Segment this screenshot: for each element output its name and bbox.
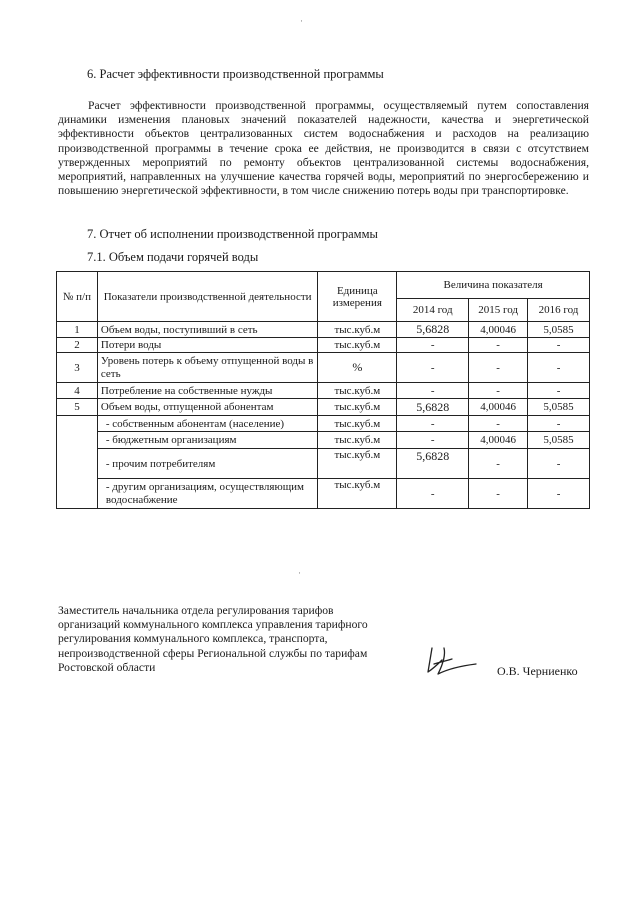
header-year-2016: 2016 год <box>528 299 590 322</box>
row-value-2016: - <box>528 338 590 353</box>
row-value-2016: - <box>528 449 590 479</box>
row-value-2016: - <box>528 353 590 383</box>
position-line: регулирования коммунального комплекса, транспорта, <box>58 632 328 646</box>
row-value-2014: - <box>397 432 469 449</box>
row-num: 4 <box>57 383 98 399</box>
row-num: 2 <box>57 338 98 353</box>
handwritten-signature <box>424 642 480 682</box>
row-unit: тыс.куб.м <box>318 399 397 416</box>
scan-speck: · <box>298 568 301 578</box>
position-line: организаций коммунального комплекса управления тарифного <box>58 618 368 632</box>
table-row <box>57 449 590 479</box>
row-unit: тыс.куб.м <box>318 479 397 509</box>
row-value-2014: - <box>397 416 469 432</box>
table-row <box>57 338 590 353</box>
row-value-2015: 4,00046 <box>469 432 528 449</box>
row-value-2015: - <box>469 383 528 399</box>
table-row <box>57 322 590 338</box>
row-unit: тыс.куб.м <box>318 432 397 449</box>
row-value-2015: - <box>469 338 528 353</box>
signature-position <box>58 604 398 675</box>
row-value-2015: - <box>469 449 528 479</box>
row-num: 3 <box>57 353 98 383</box>
row-unit: % <box>318 353 397 383</box>
row-name: Объем воды, отпущенной абонентам <box>97 399 317 416</box>
row-name: Потери воды <box>97 338 317 353</box>
row-value-2014: - <box>397 479 469 509</box>
row-value-2014: 5,6828 <box>397 322 469 338</box>
section-6-title: 6. Расчет эффективности производственной программы <box>87 67 384 81</box>
row-num: 5 <box>57 399 98 416</box>
row-value-2016: 5,0585 <box>528 432 590 449</box>
row-value-2016: - <box>528 416 590 432</box>
row-unit: тыс.куб.м <box>318 322 397 338</box>
row-value-2014: - <box>397 338 469 353</box>
row-value-2015: - <box>469 479 528 509</box>
row-unit: тыс.куб.м <box>318 416 397 432</box>
header-unit: Единица измерения <box>318 272 397 322</box>
scan-speck: · <box>300 16 303 26</box>
row-value-2014: - <box>397 383 469 399</box>
row-name: Уровень потерь к объему отпущенной воды в сеть <box>97 353 317 383</box>
section-7-1-subtitle: 7.1. Объем подачи горячей воды <box>87 250 259 264</box>
hot-water-table <box>56 271 590 509</box>
position-line: Ростовской области <box>58 660 156 674</box>
row-unit: тыс.куб.м <box>318 338 397 353</box>
header-year-2014: 2014 год <box>397 299 469 322</box>
row-name: Объем воды, поступивший в сеть <box>97 322 317 338</box>
table-row <box>57 399 590 416</box>
row-value-2014: - <box>397 353 469 383</box>
row-value-2016: - <box>528 479 590 509</box>
signer-name: О.В. Черниенко <box>497 664 578 678</box>
section-7-title: 7. Отчет об исполнении производственной программы <box>87 227 378 241</box>
table-row <box>57 479 590 509</box>
position-line: Заместитель начальника отдела регулирования тарифов <box>58 604 334 617</box>
row-value-2014: 5,6828 <box>397 399 469 416</box>
row-num-merged <box>57 416 98 509</box>
table-row <box>57 432 590 449</box>
header-year-2015: 2015 год <box>469 299 528 322</box>
row-name: - бюджетным организациям <box>97 432 317 449</box>
row-num: 1 <box>57 322 98 338</box>
table-row <box>57 416 590 432</box>
table-row <box>57 353 590 383</box>
row-value-2015: 4,00046 <box>469 399 528 416</box>
row-value-2016: 5,0585 <box>528 399 590 416</box>
row-name: - собственным абонентам (население) <box>97 416 317 432</box>
row-unit: тыс.куб.м <box>318 449 397 479</box>
row-unit: тыс.куб.м <box>318 383 397 399</box>
row-value-2015: 4,00046 <box>469 322 528 338</box>
header-value-group: Величина показателя <box>397 272 590 299</box>
position-line: непроизводственной сферы Региональной службы по тарифам <box>58 646 368 660</box>
section-6-paragraph: Расчет эффективности производственной программы, осуществляемый путем сопоставления динамики изменения плановых значений показателей надежности, качества и энергетической эффективности объектов централизованных систем водоснабжения и расходов на реализацию производственной программы в течение срока ее действия, не производится в связи с отсутствием утвержденных мероприятий по ремонту объектов централизованной системы водоснабжения, мероприятий, направленных на улучшение качества горячей воды, мероприятий по энергосбережению и повышению энергетической эффективности, в том числе снижению потерь воды при транспортировке. <box>58 99 589 198</box>
row-name: - прочим потребителям <box>97 449 317 479</box>
header-num: № п/п <box>57 272 98 322</box>
row-name: - другим организациям, осуществляющим водоснабжение <box>97 479 317 509</box>
table-row <box>57 383 590 399</box>
header-indicator: Показатели производственной деятельности <box>97 272 317 322</box>
row-value-2016: 5,0585 <box>528 322 590 338</box>
row-value-2016: - <box>528 383 590 399</box>
row-name: Потребление на собственные нужды <box>97 383 317 399</box>
row-value-2015: - <box>469 353 528 383</box>
row-value-2015: - <box>469 416 528 432</box>
row-value-2014: 5,6828 <box>397 449 469 479</box>
